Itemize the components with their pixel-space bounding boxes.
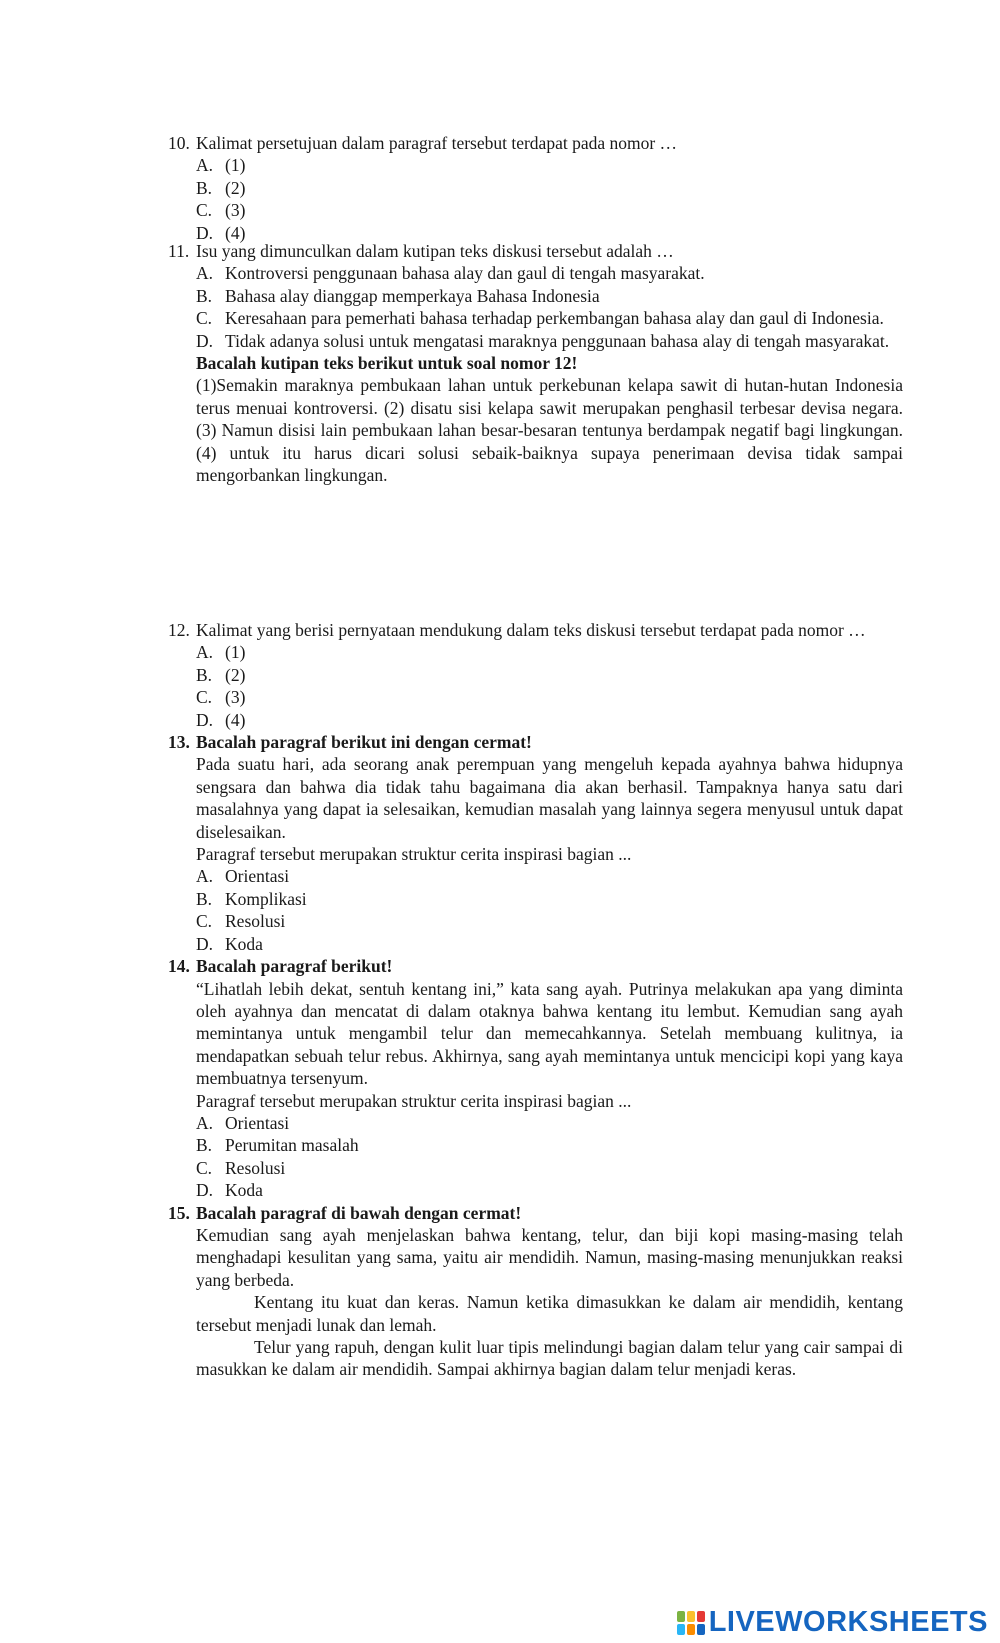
option-d[interactable] — [196, 1179, 903, 1201]
question-number: 15. — [168, 1202, 190, 1223]
option-text: Koda — [225, 1180, 263, 1201]
question-text: Kalimat yang berisi pernyataan mendukung dalam teks diskusi tersebut terdapat pada nomor … — [196, 620, 866, 640]
option-label: A. — [196, 155, 214, 176]
option-a[interactable] — [196, 865, 903, 887]
option-label: A. — [196, 866, 214, 887]
question-10 — [168, 132, 903, 244]
question-number: 10. — [168, 133, 190, 153]
question-title: Bacalah paragraf berikut ini dengan cermat! — [196, 732, 532, 753]
option-text: (2) — [225, 664, 246, 685]
option-c[interactable] — [196, 307, 903, 329]
question-text: Paragraf tersebut merupakan struktur cerita inspirasi bagian ... — [196, 844, 632, 865]
option-text: Resolusi — [225, 1157, 286, 1178]
logo-square — [697, 1624, 705, 1635]
liveworksheets-logo — [677, 1606, 988, 1639]
question-text: Kalimat persetujuan dalam paragraf tersebut terdapat pada nomor … — [196, 133, 678, 153]
option-label: A. — [196, 263, 214, 284]
logo-mark-icon — [677, 1611, 705, 1635]
passage-text: “Lihatlah lebih dekat, sentuh kentang ini,” kata sang ayah. Putrinya melakukan apa yang diminta oleh ayahnya dan mencatat di dalam otaknya bahwa kentang itu lembut. Kemudian sang ayah memintanya untuk mengambil telur dan memecahkannya. Setelah membuang kulitnya, ia mendapatkan sebuah telur rebus. Akhirnya, sang ayah memintanya untuk mencicipi kopi yang kaya membuatnya tersenyum. — [196, 978, 903, 1089]
options-list — [196, 262, 903, 352]
option-label: B. — [196, 177, 213, 198]
option-d[interactable] — [196, 933, 903, 955]
option-label: C. — [196, 200, 213, 221]
logo-square — [677, 1611, 685, 1622]
question-13 — [168, 731, 903, 955]
option-text: Komplikasi — [225, 888, 307, 909]
passage-text: Pada suatu hari, ada seorang anak perempuan yang mengeluh kepada ayahnya bahwa hidupnya sengsara dan bahwa dia tidak tahu bagaimana dia akan berhasil. Tampaknya hanya satu dari masalahnya yang dapat ia selesaikan, kemudian masalah yang lainnya segera menyusul untuk dapat diselesaikan. — [196, 754, 903, 842]
passage-instruction: Bacalah kutipan teks berikut untuk soal nomor 12! — [196, 353, 578, 374]
option-d[interactable] — [196, 330, 903, 352]
option-label: D. — [196, 222, 214, 243]
logo-text: LIVEWORKSHEETS — [708, 1606, 988, 1638]
option-a[interactable] — [196, 154, 903, 176]
option-b[interactable] — [196, 664, 903, 686]
option-label: A. — [196, 642, 214, 663]
option-text: Bahasa alay dianggap memperkaya Bahasa Indonesia — [225, 285, 600, 306]
option-label: D. — [196, 1180, 214, 1201]
question-number: 11. — [168, 241, 190, 261]
option-label: B. — [196, 1135, 213, 1156]
option-b[interactable] — [196, 1134, 903, 1156]
question-text: Isu yang dimunculkan dalam kutipan teks diskusi tersebut adalah … — [196, 241, 674, 261]
question-title: Bacalah paragraf berikut! — [196, 956, 393, 977]
passage-text: (1)Semakin maraknya pembukaan lahan untuk perkebunan kelapa sawit di hutan-hutan Indonesia terus menuai kontroversi. (2) disatu sisi kelapa sawit merupakan penghasil terbesar devisa negara. (3) Namun disisi lain pembukaan lahan besar-besaran tentunya berdampak negatif bagi lingkungan. (4) untuk itu harus dicari solusi sebaik-baiknya supaya penerimaan devisa tidak sampai mengorbankan lingkungan. — [196, 375, 903, 486]
option-b[interactable] — [196, 177, 903, 199]
option-text: Keresahaan para pemerhati bahasa terhadap perkembangan bahasa alay dan gaul di Indonesia. — [225, 308, 884, 329]
logo-square — [687, 1611, 695, 1622]
question-12 — [168, 619, 903, 1381]
question-number: 12. — [168, 620, 190, 640]
option-c[interactable] — [196, 1157, 903, 1179]
option-text: (3) — [225, 687, 246, 708]
option-label: B. — [196, 664, 213, 685]
option-label: A. — [196, 1112, 214, 1133]
options-list — [196, 1112, 903, 1202]
option-text: Koda — [225, 933, 263, 954]
question-title: Bacalah paragraf di bawah dengan cermat! — [196, 1202, 522, 1223]
logo-square — [697, 1611, 705, 1622]
option-label: C. — [196, 308, 213, 329]
option-a[interactable] — [196, 1112, 903, 1134]
logo-square — [687, 1624, 695, 1635]
question-11 — [168, 240, 903, 486]
option-c[interactable] — [196, 686, 903, 708]
option-text: Orientasi — [225, 866, 290, 887]
option-label: D. — [196, 933, 214, 954]
option-text: Tidak adanya solusi untuk mengatasi maraknya penggunaan bahasa alay di tengah masyarakat. — [225, 330, 890, 351]
option-text: (4) — [225, 222, 246, 243]
option-a[interactable] — [196, 641, 903, 663]
option-text: (2) — [225, 177, 246, 198]
option-text: Orientasi — [225, 1112, 290, 1133]
option-label: C. — [196, 1157, 213, 1178]
passage-paragraph-3: Telur yang rapuh, dengan kulit luar tipis melindungi bagian dalam telur yang cair sampai di masukkan ke dalam air mendidih. Sampai akhirnya bagian dalam telur menjadi keras. — [196, 1337, 903, 1380]
option-a[interactable] — [196, 262, 903, 284]
passage-paragraph-1: Kemudian sang ayah menjelaskan bahwa kentang, telur, dan biji kopi masing-masing telah menghadapi kesulitan yang sama, yaitu air mendidih. Namun, masing-masing menunjukkan reaksi yang berbeda. — [196, 1224, 903, 1290]
passage-paragraph-2: Kentang itu kuat dan keras. Namun ketika dimasukkan ke dalam air mendidih, kentang tersebut menjadi lunak dan lemah. — [196, 1292, 903, 1335]
question-14 — [168, 955, 903, 1201]
option-text: (4) — [225, 709, 246, 730]
options-list — [196, 641, 903, 731]
option-text: (1) — [225, 642, 246, 663]
option-c[interactable] — [196, 910, 903, 932]
option-text: Perumitan masalah — [225, 1135, 359, 1156]
option-label: D. — [196, 330, 214, 351]
option-b[interactable] — [196, 285, 903, 307]
option-label: B. — [196, 888, 213, 909]
option-b[interactable] — [196, 888, 903, 910]
option-text: (1) — [225, 155, 246, 176]
option-label: D. — [196, 709, 214, 730]
question-number: 13. — [168, 732, 190, 753]
options-list — [196, 154, 903, 244]
logo-square — [677, 1624, 685, 1635]
option-c[interactable] — [196, 199, 903, 221]
option-label: B. — [196, 285, 213, 306]
question-number: 14. — [168, 956, 190, 977]
option-text: Kontroversi penggunaan bahasa alay dan gaul di tengah masyarakat. — [225, 263, 705, 284]
option-text: (3) — [225, 200, 246, 221]
option-text: Resolusi — [225, 911, 286, 932]
question-15 — [168, 1202, 903, 1381]
option-label: C. — [196, 687, 213, 708]
options-list — [196, 865, 903, 955]
option-d[interactable] — [196, 709, 903, 731]
option-label: C. — [196, 911, 213, 932]
question-text: Paragraf tersebut merupakan struktur cerita inspirasi bagian ... — [196, 1090, 632, 1111]
